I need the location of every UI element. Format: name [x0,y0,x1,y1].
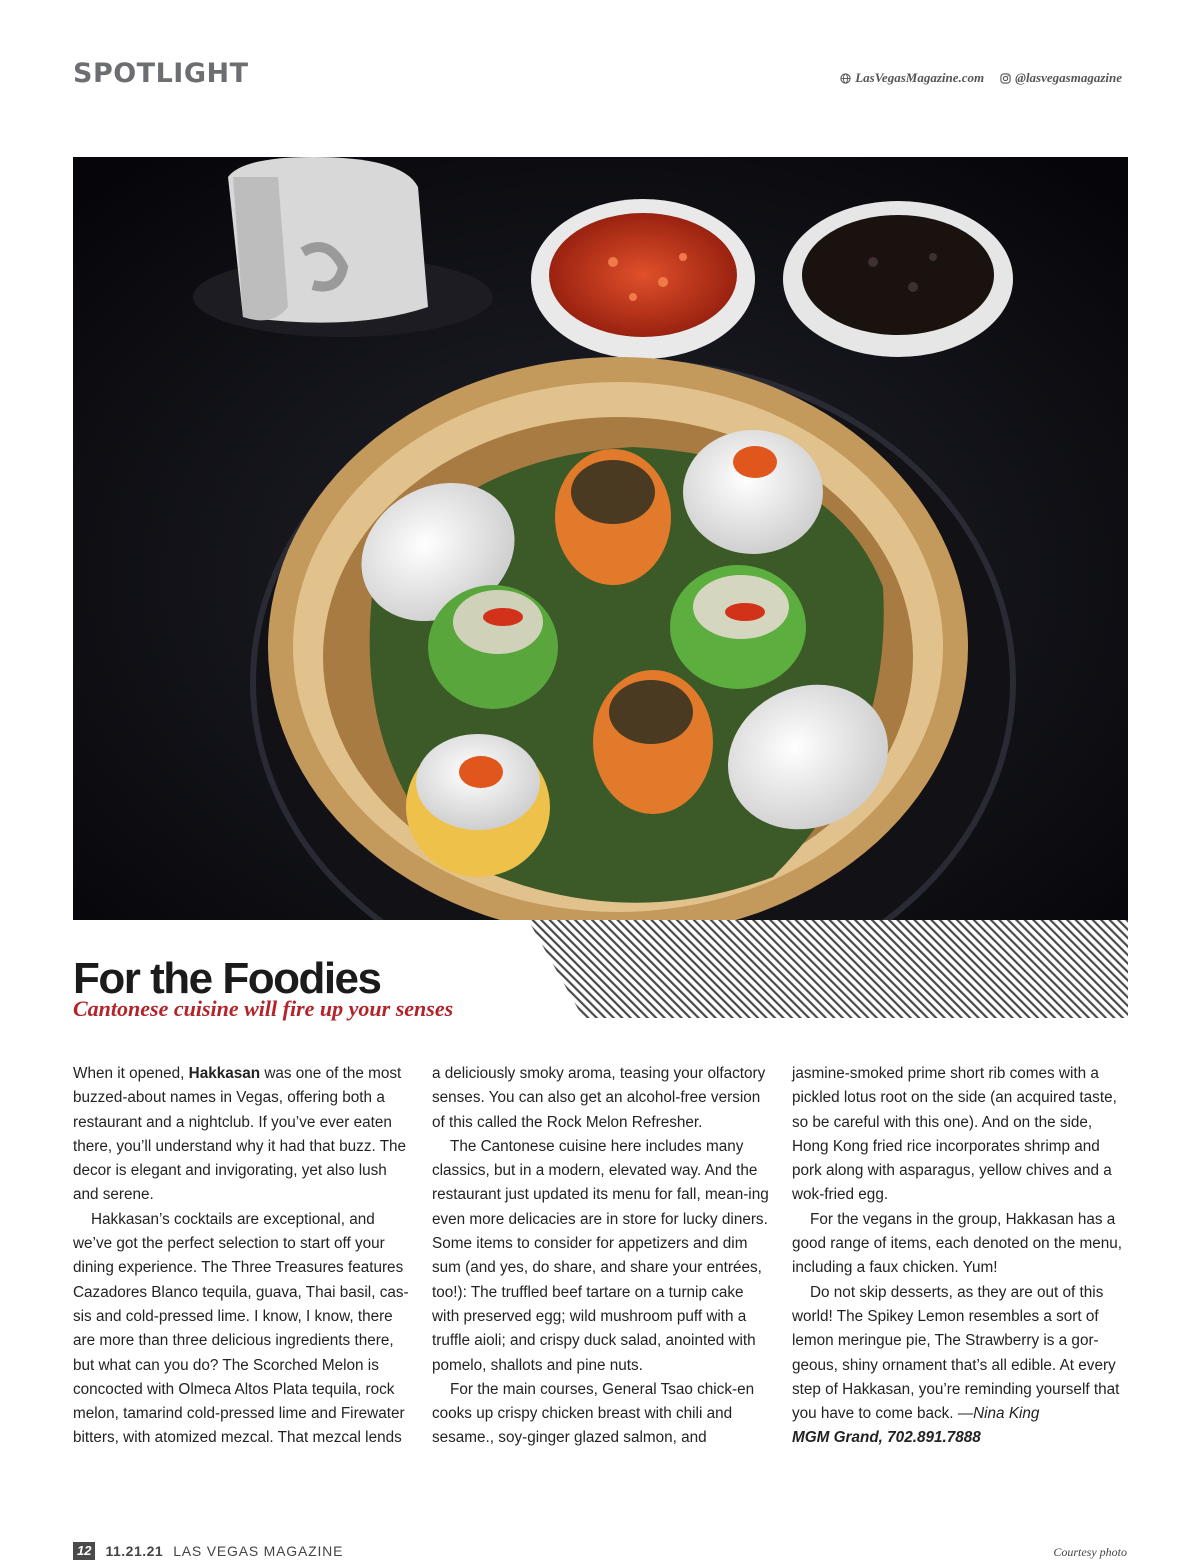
paragraph: The Cantonese cuisine here includes many classics, but in a modern, elevated way. And the restaurant just updated its menu for fall, mean-ing even more delicacies are in store for lucky diners. Some items to consider for appetizers and dim sum (and yes, do share, and share your entrées, too!): The truffled beef tartare on a turnip cake with preserved egg; wild mushroom puff with a truffle aioli; and crispy duck salad, anointed with pomelo, shallots and pine nuts. [432,1137,769,1374]
page-number: 12 [73,1542,95,1560]
issue-date: 11.21.21 [105,1543,164,1559]
magazine-name: LAS VEGAS MAGAZINE [173,1543,344,1559]
author-byline: —Nina King [957,1405,1040,1423]
text: was one of the most buzzed-about names in Vegas, offering both a restaurant and a nightclub. If you’ve ever eaten there, you’ll understand why it had that buzz. The decor is elegant and invigorating, yet also lush and serene. [73,1065,407,1204]
text: Do not skip desserts, as they are out of this world! The Spikey Lemon resembles a sort of lemon meringue pie, The Strawberry is a gor-geous, shiny ornament that’s all edible. At every step of Hakkasan, you’re reminding yourself that you have to come back. [792,1283,1120,1423]
paragraph: jasmine-smoked prime short rib comes with a pickled lotus root on the side (an acquired taste, so be careful with this one). And on the side, Hong Kong fried rice incorporates shrimp and pork along with asparagus, yellow chives and a wok-fried egg. [792,1065,1117,1204]
paragraph: For the main courses, General Tsao chick-en cooks up crispy chicken breast with chili and sesame., soy-ginger glazed salmon, and [432,1380,755,1447]
website-link[interactable]: LasVegasMagazine.com [855,70,985,85]
text: When it opened, [73,1065,189,1082]
venue-contact: MGM Grand, 702.891.7888 [792,1429,981,1447]
body-column-3 [792,1062,1129,1451]
soy-sauce-bowl [783,201,1013,357]
dumpling [555,449,671,585]
venue-name: Hakkasan [188,1065,261,1082]
article-title: For the Foodies [73,954,381,1003]
instagram-icon [1000,73,1011,84]
article-subtitle: Cantonese cuisine will fire up your senses [73,996,454,1021]
paragraph [73,1062,410,1208]
paragraph: For the vegans in the group, Hakkasan has a good range of items, each denoted on the menu, including a faux chicken. Yum! [792,1210,1122,1277]
dumpling [428,585,558,709]
paragraph: Hakkasan’s cocktails are exceptional, and we’ve got the perfect selection to start off your dining experience. The Three Treasures features Cazadores Blanco tequila, guava, Thai basil, cas-sis and cold-pressed lime. I know, I know, there are more than three delicious ingredients there, but what can you do? The Scorched Melon is concocted with Olmeca Altos Plata tequila, rock melon, tamarind cold-pressed lime and Firewater bitters, with atomized mezcal. That mezcal lends [73,1210,409,1447]
dumpling [683,430,823,554]
dumpling [406,734,550,877]
body-column-1 [73,1062,410,1451]
page-footer [73,1542,343,1560]
globe-icon [840,73,851,84]
instagram-handle[interactable]: @lasvegasmagazine [1015,70,1122,85]
dumpling [593,670,713,814]
chili-sauce-bowl [531,199,755,359]
dim-sum-photo [73,157,1128,921]
header-links [840,70,1122,86]
paragraph [792,1281,1129,1427]
body-column-2 [432,1062,769,1451]
paragraph: a deliciously smoky aroma, teasing your olfactory senses. You can also get an alcohol-free version of this called the Rock Melon Refresher. [432,1065,766,1131]
section-label: SPOTLIGHT [73,58,249,89]
dumpling [670,565,806,689]
photo-credit: Courtesy photo [1053,1545,1127,1559]
